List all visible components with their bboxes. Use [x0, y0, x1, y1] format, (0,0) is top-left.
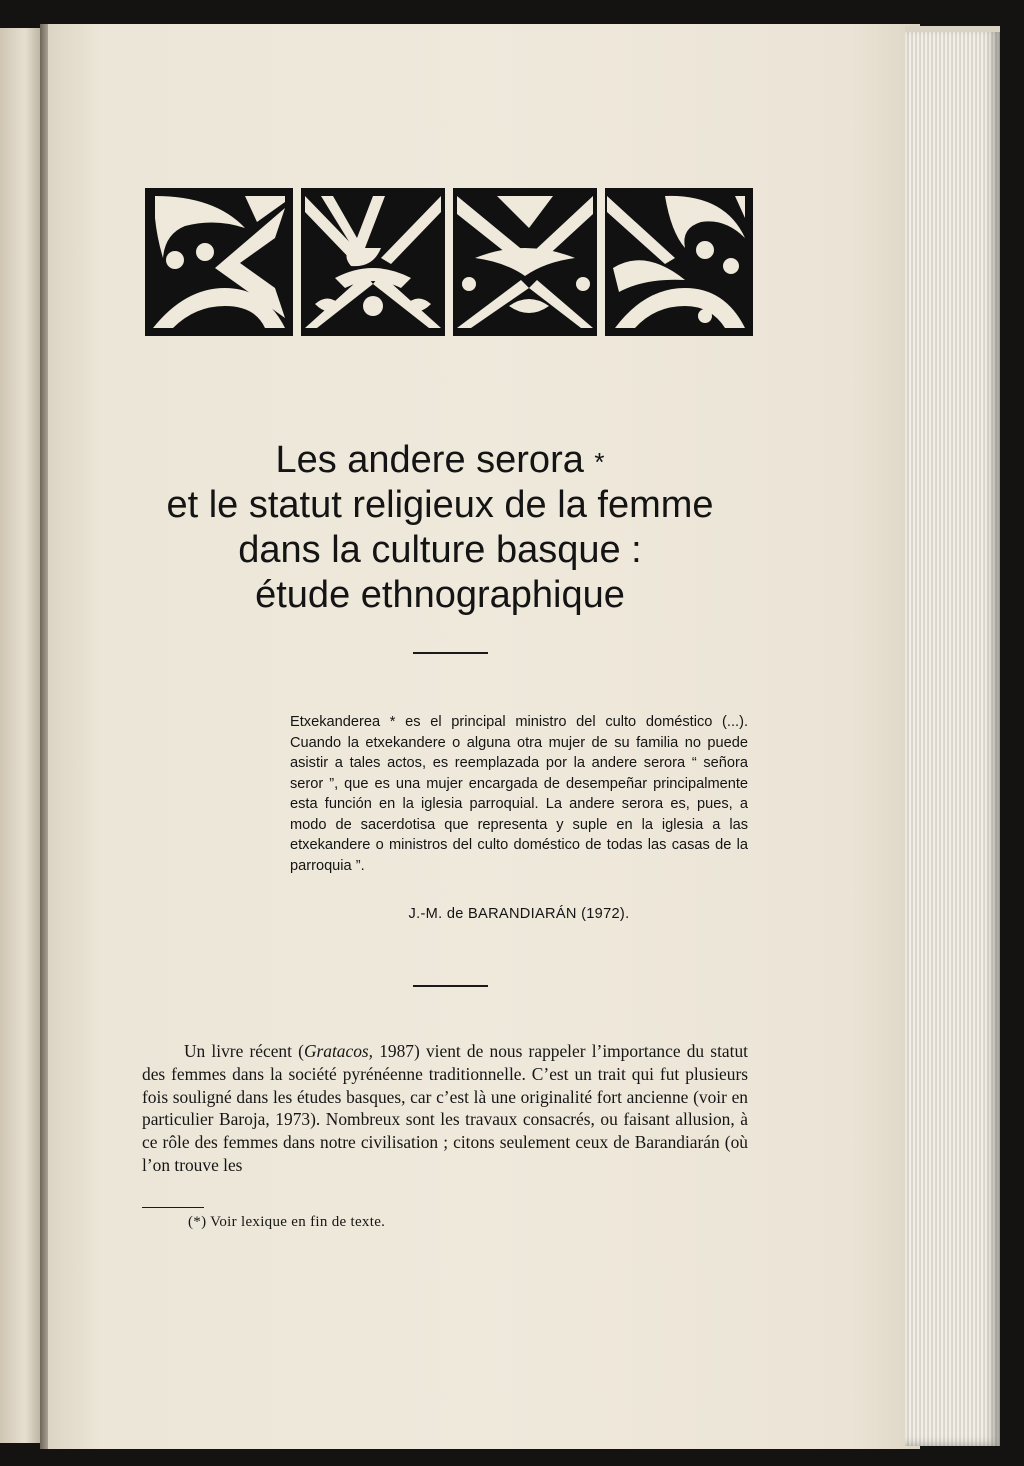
- title-line-1: Les andere serora: [275, 439, 584, 481]
- title-asterisk: *: [594, 447, 605, 477]
- page-edges-top: [905, 26, 1000, 32]
- basque-geometric-frieze-icon: [145, 188, 753, 336]
- epigraph-attribution: J.-M. de BARANDIARÁN (1972).: [408, 906, 630, 922]
- body-text-start: Un livre récent (: [184, 1041, 304, 1061]
- body-text-rest: 1987) vient de nous rappeler l’importance du statut des femmes dans la société pyrénéenne traditionnelle. C’est un trait qui fut plusieurs fois souligné dans les études basques, car c’est là une originalité fort ancienne (voir en particulier Baroja, 1973). Nombreux sont les travaux consacrés, ou faisant allusion, à ce rôle des femmes dans notre civilisation ; citons seulement ceux de Barandiarán (où l’on trouve les: [142, 1041, 748, 1175]
- title-divider: [413, 652, 488, 654]
- body-italic-citation: Gratacos,: [303, 1041, 374, 1061]
- title-line-4: étude ethnographique: [255, 574, 625, 616]
- epigraph-divider: [413, 985, 488, 987]
- epigraph-quote: Etxekanderea * es el principal ministro del culto doméstico (...). Cuando la etxekandere o alguna otra mujer de su familia no puede asistir a tales actos, es reemplazada por la andere serora “ señora seror ”, que es una mujer encargada de desempeñar principalmente esta función en la iglesia parroquial. La andere serora es, pues, a modo de sacerdotisa que representa y suple en la iglesia a las etxekandere o ministros del culto doméstico de todas las casas de la parroquia ”.: [290, 714, 748, 874]
- left-page-edge: [0, 28, 42, 1443]
- body-paragraph: [142, 1040, 748, 1177]
- page-edges: [905, 26, 1000, 1446]
- title-line-2: et le statut religieux de la femme: [166, 484, 714, 526]
- article-title: [120, 438, 760, 618]
- footnote: (*) Voir lexique en fin de texte.: [188, 1214, 386, 1230]
- footnote-rule: [142, 1207, 204, 1208]
- title-line-3: dans la culture basque :: [238, 529, 642, 571]
